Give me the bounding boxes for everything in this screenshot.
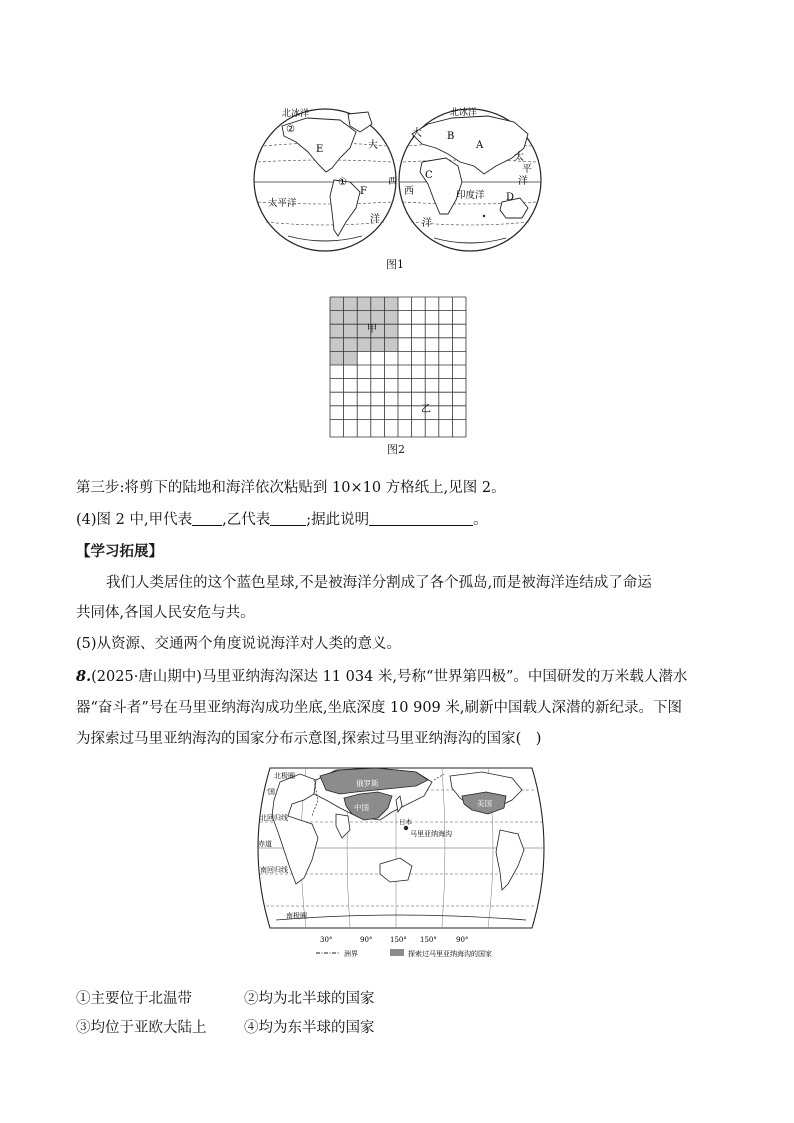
grid-paper <box>329 296 467 438</box>
option-3[interactable]: ③均位于亚欧大陆上 <box>76 1020 207 1036</box>
question-8-line-3: 为探索过马里亚纳海沟的国家分布示意图,探索过马里亚纳海沟的国家( ) <box>76 731 542 747</box>
label-equator: 赤道 <box>258 840 272 848</box>
question-8-line-1 <box>76 665 687 686</box>
figure2-caption: 图2 <box>387 443 405 456</box>
answer-blank-yi[interactable] <box>270 511 306 526</box>
label-arctic-right: 北冰洋 <box>450 108 478 118</box>
question-8-line-2: 器“奋斗者”号在马里亚纳海沟成功坐底,坐底深度 10 909 米,刷新中国载人深潜的新纪录。下图 <box>76 700 682 716</box>
section-title: 【学习拓展】 <box>76 543 163 560</box>
world-map <box>256 760 546 960</box>
option-4[interactable]: ④均为东半球的国家 <box>244 1020 375 1036</box>
label-xi: 西 <box>404 186 414 197</box>
label-japan: 日本 <box>399 818 412 826</box>
lon-tick-90w: 90° <box>456 936 469 944</box>
mariana-trench-marker <box>404 826 408 830</box>
lon-tick-150w: 150° <box>420 936 437 944</box>
question-8-number: 8. <box>76 668 92 685</box>
paragraph-line-1: 我们人类居住的这个蓝色星球,不是被海洋分割成了各个孤岛,而是被海洋连结成了命运 <box>106 575 652 591</box>
question-5: (5)从资源、交通两个角度说说海洋对人类的意义。 <box>76 636 402 652</box>
answer-blank-jia[interactable] <box>192 511 222 526</box>
q4-part1: (4)图 2 中,甲代表 <box>76 512 193 528</box>
label-antarctic-circle: 南极圈 <box>286 912 307 920</box>
lon-tick-30: 30° <box>320 936 333 944</box>
paragraph-line-2: 共同体,各国人民安危与共。 <box>76 605 255 621</box>
label-E: E <box>316 144 324 155</box>
lon-tick-90: 90° <box>360 936 373 944</box>
label-da-right: 大 <box>412 128 422 139</box>
label-A: A <box>476 140 484 151</box>
label-xi-small: 西 <box>388 177 398 187</box>
label-guo: 国 <box>268 788 275 796</box>
label-yang-mid: 洋 <box>422 218 432 229</box>
label-taiping-yang: 洋 <box>518 176 528 187</box>
legend-border-label: 洲界 <box>344 950 358 958</box>
step3-text: 第三步:将剪下的陆地和海洋依次粘贴到 10×10 方格纸上,见图 2。 <box>76 480 506 496</box>
label-B: B <box>447 131 455 142</box>
hemisphere-map <box>252 104 542 254</box>
label-china: 中国 <box>354 803 369 812</box>
label-yi: 乙 <box>421 404 431 415</box>
option-1[interactable]: ①主要位于北温带 <box>76 991 192 1007</box>
label-russia: 俄罗斯 <box>356 779 379 788</box>
legend-explored-swatch <box>390 949 404 956</box>
label-taiping-tai: 太 <box>514 152 524 163</box>
question-4 <box>76 508 488 529</box>
q4-part4: 。 <box>473 512 488 528</box>
lon-tick-150e: 150° <box>390 936 407 944</box>
answer-blank-conclusion[interactable] <box>369 511 473 526</box>
label-C: C <box>425 170 433 181</box>
label-num1: ① <box>338 177 347 188</box>
label-indian: 印度洋 <box>456 190 485 201</box>
label-D: D <box>506 192 515 203</box>
figure1-caption: 图1 <box>386 258 404 271</box>
label-F: F <box>360 186 367 197</box>
label-arctic-circle: 北极圈 <box>274 772 295 780</box>
label-pacific: 太平洋 <box>268 198 297 209</box>
label-mariana: 马里亚纳海沟 <box>410 830 452 838</box>
label-num2: ② <box>286 124 295 135</box>
label-da-left: 大 <box>368 140 378 151</box>
label-yang-left: 洋 <box>370 214 380 225</box>
label-usa: 美国 <box>477 799 492 808</box>
legend-explored-label: 探索过马里亚纳海沟的国家 <box>408 950 492 958</box>
q4-part3: ;据此说明 <box>306 512 370 528</box>
q8-line1: (2025·唐山期中)马里亚纳海沟深达 11 034 米,号称“世界第四极”。中国研发的万米载人潜水 <box>91 669 688 685</box>
label-tropic-n: 北回归线 <box>260 814 288 822</box>
label-jia: 甲 <box>367 324 377 335</box>
label-arctic-left: 北冰洋 <box>282 109 310 119</box>
option-2[interactable]: ②均为北半球的国家 <box>244 991 375 1007</box>
label-tropic-s: 南回归线 <box>260 866 288 874</box>
q4-part2: ,乙代表 <box>222 512 271 528</box>
label-taiping-ping: 平 <box>522 164 532 175</box>
